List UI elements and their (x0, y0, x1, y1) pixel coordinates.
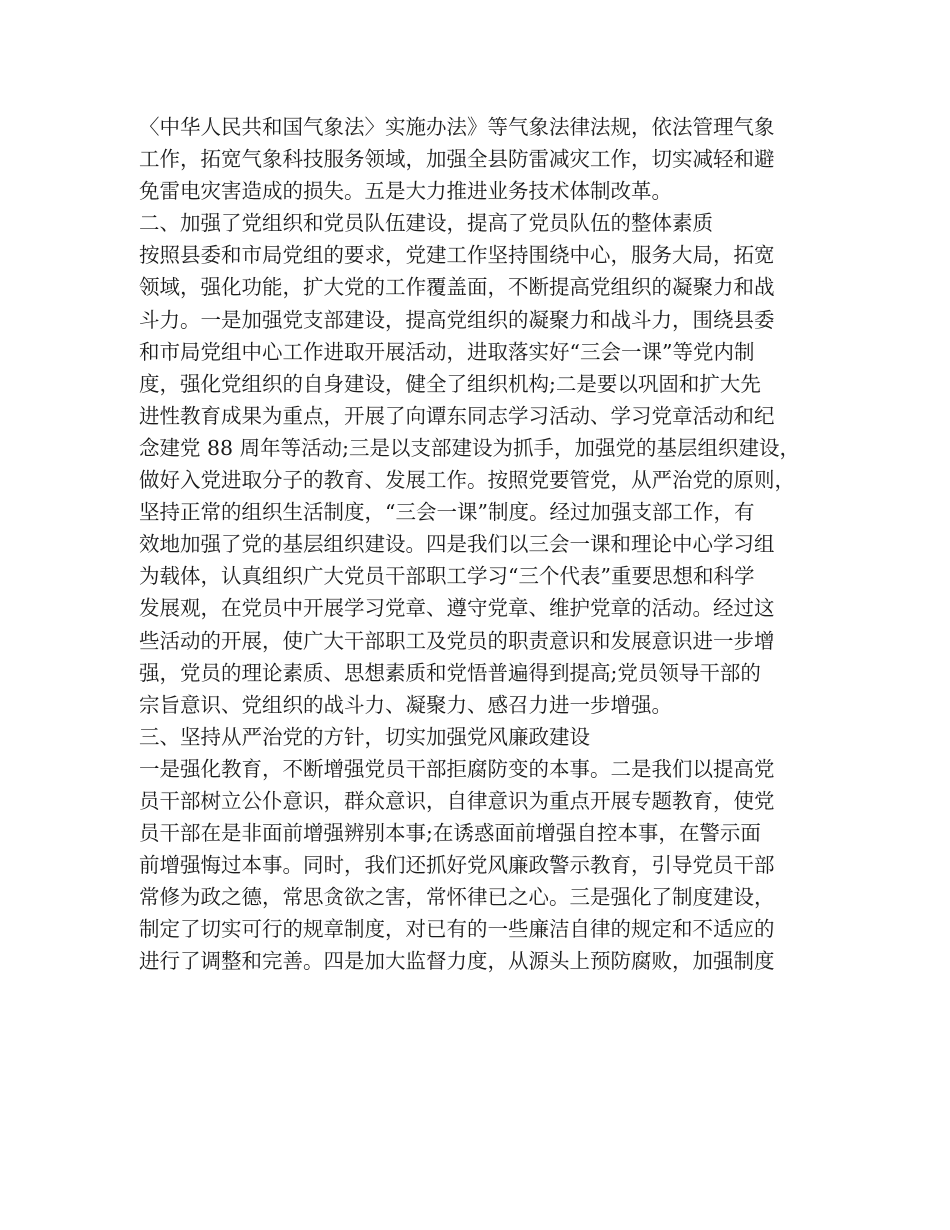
text-line: 〈中华人民共和国气象法〉实施办法》等气象法律法规，依法管理气象 (139, 115, 775, 139)
text-line: 前增强悔过本事。同时，我们还抓好党风廉政警示教育，引导党员干部 (139, 853, 775, 878)
text-line: 进行了调整和完善。四是加大监督力度，从源头上预防腐败，加强制度 (139, 949, 775, 974)
text-line: 常修为政之德，常思贪欲之害，常怀律已之心。三是强化了制度建设， (139, 885, 775, 910)
text-line: 坚持正常的组织生活制度，“三会一课”制度。经过加强支部工作，有 (139, 500, 755, 525)
body-text (139, 111, 839, 978)
text-line: 员干部在是非面前增强辨别本事;在诱惑面前增强自控本事，在警示面 (139, 821, 761, 846)
text-line: 些活动的开展，使广大干部职工及党员的职责意识和发展意识进一步增 (139, 628, 775, 653)
text-line: 进性教育成果为重点，开展了向谭东同志学习活动、学习党章活动和纪 (139, 403, 775, 428)
text-line: 念建党 88 周年等活动;三是以支部建设为抓手，加强党的基层组织建设， (139, 435, 801, 460)
text-line: 免雷电灾害造成的损失。五是大力推进业务技术体制改革。 (139, 179, 672, 204)
text-line: 为载体，认真组织广大党员干部职工学习“三个代表”重要思想和科学 (139, 564, 755, 589)
text-line: 一是强化教育，不断增强党员干部拒腐防变的本事。二是我们以提高党 (139, 756, 775, 781)
section-heading-3: 三、坚持从严治党的方针，切实加强党风廉政建设 (139, 724, 590, 749)
text-line: 制定了切实可行的规章制度，对已有的一些廉洁自律的规定和不适应的 (139, 917, 775, 942)
text-line: 发展观，在党员中开展学习党章、遵守党章、维护党章的活动。经过这 (139, 596, 775, 621)
text-line: 员干部树立公仆意识，群众意识，自律意识为重点开展专题教育，使党 (139, 788, 775, 813)
text-line: 领域，强化功能，扩大党的工作覆盖面，不断提高党组织的凝聚力和战 (139, 275, 775, 300)
text-line: 工作，拓宽气象科技服务领域，加强全县防雷减灾工作，切实减轻和避 (139, 147, 775, 172)
text-line: 做好入党进取分子的教育、发展工作。按照党要管党，从严治党的原则， (139, 468, 795, 493)
text-line: 斗力。一是加强党支部建设，提高党组织的凝聚力和战斗力，围绕县委 (139, 307, 775, 332)
text-line: 和市局党组中心工作进取开展活动，进取落实好“三会一课”等党内制 (139, 339, 755, 364)
text-line: 度，强化党组织的自身建设，健全了组织机构;二是要以巩固和扩大先 (139, 371, 761, 396)
text-line: 按照县委和市局党组的要求，党建工作坚持围绕中心，服务大局，拓宽 (139, 243, 775, 268)
section-heading-2: 二、加强了党组织和党员队伍建设，提高了党员队伍的整体素质 (139, 211, 713, 236)
text-line: 强，党员的理论素质、思想素质和党悟普遍得到提高;党员领导干部的 (139, 660, 761, 685)
text-line: 宗旨意识、党组织的战斗力、凝聚力、感召力进一步增强。 (139, 692, 672, 717)
text-line: 效地加强了党的基层组织建设。四是我们以三会一课和理论中心学习组 (139, 532, 775, 557)
